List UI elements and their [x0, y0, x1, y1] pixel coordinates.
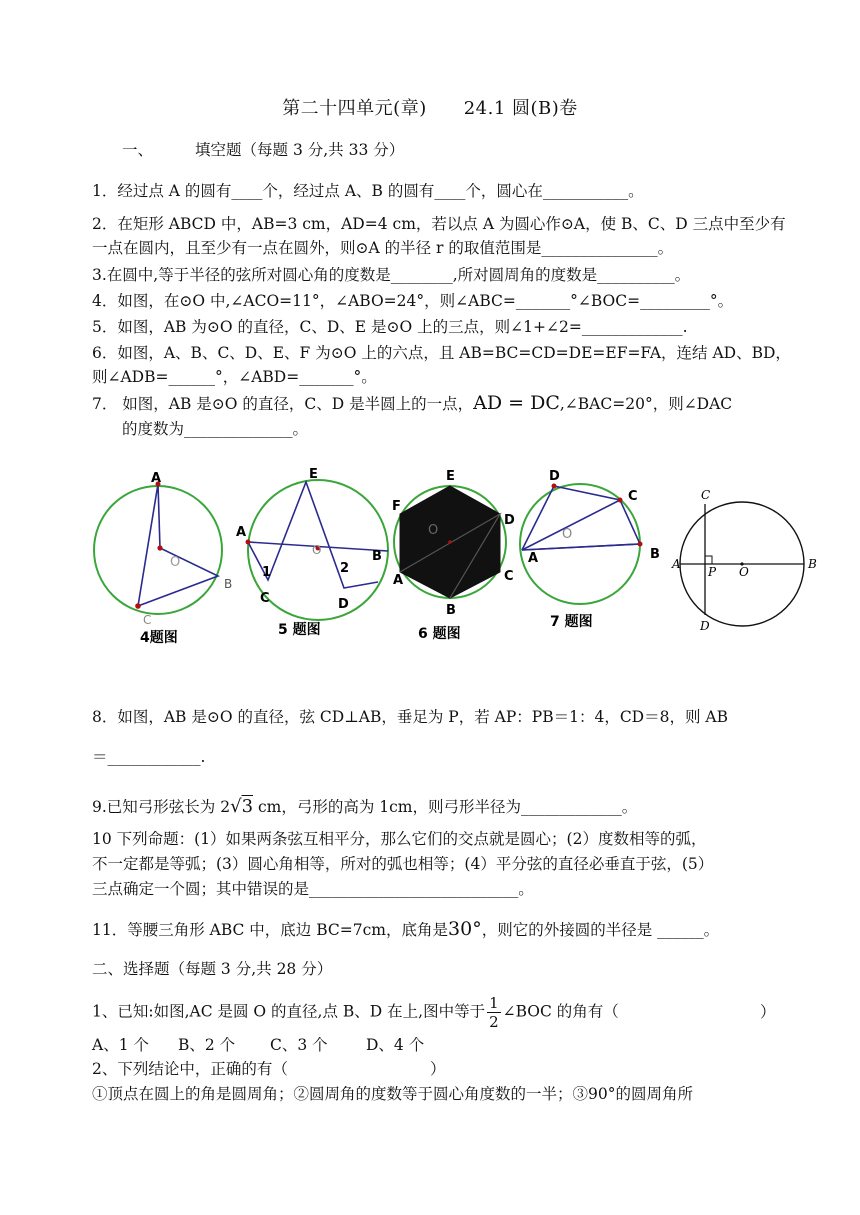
fig8-label-c: C [701, 488, 711, 502]
fig4-lines [138, 484, 218, 606]
fig8-label-b: B [808, 557, 817, 571]
q11-text-b: ，则它的外接圆的半径是 ______。 [481, 921, 720, 939]
fig6-caption: 6 题图 [418, 626, 461, 642]
fig4-center-dot [157, 545, 162, 550]
q7-text-b: ,∠BAC=20°，则∠DAC [559, 395, 733, 413]
c2-close-paren: ） [430, 1060, 446, 1078]
fig6-label-c: C [504, 569, 514, 584]
figure-8 [671, 488, 817, 633]
fig8-label-o: O [739, 565, 749, 579]
fig7-label-a: A [528, 551, 539, 566]
option-a: A、1 个 [92, 1036, 149, 1054]
fig7-label-c: C [628, 489, 638, 504]
question-11 [92, 918, 782, 941]
fig5-label-2: 2 [340, 561, 350, 576]
c1-fraction-num: 1 [489, 994, 499, 1012]
fig8-label-a: A [672, 557, 681, 571]
section-2-heading: 二、选择题（每题 3 分,共 28 分） [92, 960, 333, 978]
question-10-line-3: 三点确定一个圆；其中错误的是___________________________。 [92, 880, 534, 898]
fig5-label-c: C [260, 591, 270, 606]
fig8-label-p: P [708, 565, 717, 579]
fig5-label-1: 1 [262, 565, 272, 580]
fig5-label-a: A [236, 525, 247, 540]
c1-text-b: ∠BOC 的角有（ [502, 1002, 619, 1021]
q9-text-b: cm，弓形的高为 1cm，则弓形半径为_____________。 [253, 798, 638, 816]
option-c: C、3 个 [270, 1036, 328, 1054]
option-d: D、4 个 [366, 1036, 425, 1054]
question-6-line-2: 则∠ADB=______°，∠ABD=_______°。 [92, 368, 377, 386]
fig6-label-b: B [446, 603, 456, 618]
q7-arc-expression: AD = DC [473, 392, 560, 414]
page-title: 第二十四单元(章) 24.1 圆(B)卷 [282, 98, 578, 119]
fig4-label-c: C [143, 613, 152, 627]
q7-text-a: 7． 如图，AB 是⊙O 的直径，C、D 是半圆上的一点， [92, 395, 474, 413]
fig4-caption: 4题图 [140, 630, 178, 646]
question-6-line-1: 6．如图，A、B、C、D、E、F 为⊙O 上的六点，且 AB=BC=CD=DE=EF=FA，连结 AD、BD， [92, 344, 791, 362]
figure-5 [236, 467, 388, 638]
section-heading-fill-blank [122, 138, 404, 160]
question-10-line-1: 10 下列命题：(1）如果两条弦互相平分，那么它们的交点就是圆心；(2）度数相等的弧， [92, 830, 707, 848]
section-label: 填空题（每题 3 分,共 33 分） [195, 141, 405, 159]
choice-1-options [92, 1034, 782, 1056]
fig7-caption: 7 题图 [550, 614, 593, 630]
q11-angle: 30° [448, 918, 482, 940]
question-7-line-2: 的度数为______________。 [122, 420, 309, 438]
fig4-label-b: B [224, 577, 233, 591]
fig7-label-d: D [549, 469, 560, 484]
c1-fraction [487, 994, 501, 1031]
fig7-lines [522, 486, 640, 550]
question-7-line-1 [92, 392, 782, 415]
figure-4 [94, 471, 232, 646]
fig6-label-d: D [504, 513, 515, 528]
choice-question-1 [92, 994, 782, 1031]
fig8-label-d: D [700, 619, 710, 633]
fig4-label-o: O [170, 555, 181, 570]
c1-text-a: 1、已知:如图,AC 是圆 O 的直径,点 B、D 在上,图中等于 [92, 1002, 486, 1021]
c1-fraction-den: 2 [489, 1013, 499, 1031]
option-b: B、2 个 [178, 1036, 236, 1054]
fig6-label-f: F [392, 499, 401, 514]
fig6-label-o: O [428, 523, 439, 538]
question-10-line-2: 不一定都是等弧；(3）圆心角相等，所对的弧也相等；(4）平分弦的直径必垂直于弦，(5） [92, 855, 714, 873]
fig5-label-e: E [309, 467, 318, 482]
figure-6 [392, 469, 515, 642]
question-5: 5．如图，AB 为⊙O 的直径，C、D、E 是⊙O 上的三点，则∠1+∠2=_____________. [92, 318, 688, 336]
fig6-label-e: E [446, 469, 455, 484]
fig7-label-b: B [650, 547, 660, 562]
q11-text-a: 11．等腰三角形 ABC 中，底边 BC=7cm，底角是 [92, 921, 449, 939]
q9-text-a: 9.已知弓形弦长为 2 [92, 798, 231, 816]
fig5-label-d: D [338, 597, 349, 612]
question-1: 1．经过点 A 的圆有____个，经过点 A、B 的圆有____个，圆心在___________。 [92, 182, 644, 200]
c2-text: 2、下列结论中，正确的有（ [92, 1060, 288, 1078]
section-number: 一、 [122, 141, 154, 159]
question-9 [92, 796, 782, 818]
question-3: 3.在圆中,等于半径的弦所对圆心角的度数是________,所对圆周角的度数是__________。 [92, 266, 691, 284]
question-8-line-1: 8．如图，AB 是⊙O 的直径，弦 CD⊥AB，垂足为 P，若 AP：PB＝1：4，CD＝8，则 AB [92, 708, 728, 726]
fig5-caption: 5 题图 [278, 622, 321, 638]
question-8-line-2: ＝____________. [92, 748, 206, 766]
question-4: 4．如图，在⊙O 中,∠ACO=11°，∠ABO=24°，则∠ABC=_______°∠BOC=_________°。 [92, 292, 734, 310]
fig5-label-o: O [312, 543, 322, 557]
fig4-label-a: A [151, 471, 162, 486]
fig7-circle [520, 484, 640, 604]
q9-radicand: 3 [241, 796, 254, 817]
figures-row [88, 462, 820, 652]
c1-close-paren: ） [760, 1003, 776, 1021]
question-2-line-1: 2．在矩形 ABCD 中，AB=3 cm，AD=4 cm，若以点 A 为圆心作⊙A，使 B、C、D 三点中至少有 [92, 215, 786, 233]
fig5-label-b: B [372, 549, 382, 564]
choice-question-2-text: ①顶点在圆上的角是圆周角；②圆周角的度数等于圆心角度数的一半；③90°的圆周角所 [92, 1085, 693, 1103]
fig6-label-a: A [393, 573, 404, 588]
q9-sqrt: √3 [230, 796, 254, 817]
question-2-line-2: 一点在圆内，且至少有一点在圆外，则⊙A 的半径 r 的取值范围是_______________。 [92, 239, 674, 257]
fig7-label-o: O [562, 527, 573, 542]
figure-7 [520, 469, 660, 630]
